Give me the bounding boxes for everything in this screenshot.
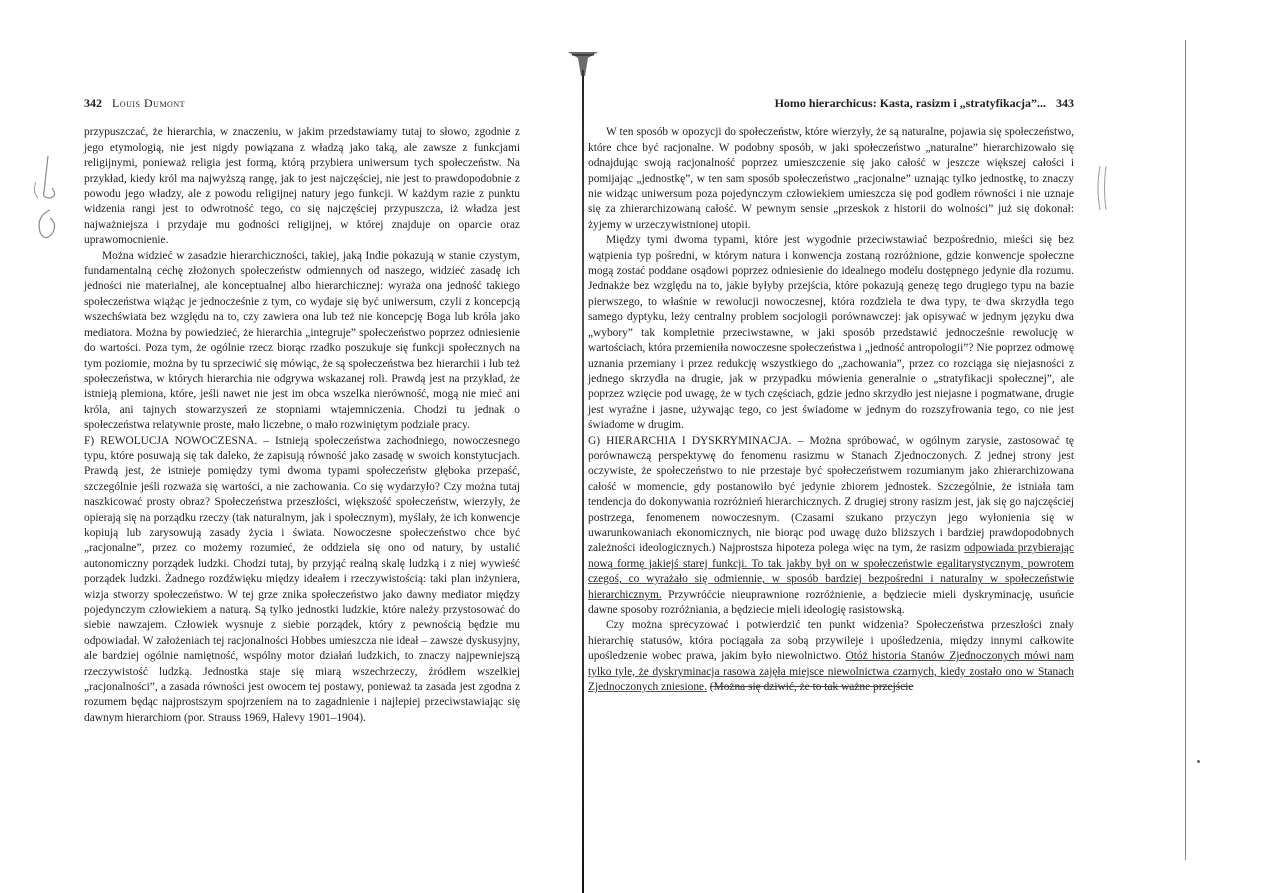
left-paragraph-3: F) REWOLUCJA NOWOCZESNA. – Istnieją społeczeństwa zachodniego, nowoczesnego typu, które posuwają się tak daleko, że zapisują równość jako zasadę w swoich konstytucjach. Prawdą jest, że istnieje pomiędzy tymi dwoma typami społeczeństw głęboka przepaść, szczególnie jeśli rozważa się wartości, a nie zachowania. Co się wydarzyło? Czy można tutaj naszkicować prosty obraz? Społeczeństwa przeszłości, większość społeczeństw, wierzyły, że opierają się na porządku rzeczy (tak naturalnym, jak i społecznym), myślały, że ich konwencje kopiują lub zarysowują zasady życia i świata. Nowoczesne społeczeństwo chce być „racjonalne”, przez co możemy rozumieć, że oddziela się ono od natury, by ustalić autonomiczny porządek ludzki. Chodzi tutaj, by przyjąć realną skalę ludzką i z niej wywieść porządek ludzki. Żadnego rozdźwięku między ideałem i rzeczywistością: taki plan inżyniera, wizja stworzy społeczeństwo. W tej grze znika społeczeństwo jako dawny mediator między pojedynczym człowiekiem a naturą. Są tylko jednostki ludzkie, które należy przystosować do siebie nawzajem. Człowiek wysnuje z siebie porządek, który z pewnością będzie mu odpowiadał. W założeniach tej racjonalności Hobbes umieszcza nie ideał – zawsze dyskusyjny, ale bardziej ogólnie namiętność, wspólny motor działań ludzkich, to znaczy najpewniejszą rzeczywistość ludzką. Jednostka staje się miarą wszechrzeczy, źródłem wszelkiej „racjonalności”, a zasada równości jest owocem tej postawy, ponieważ ta zasada jest zgodna z rozumem będąc najprostszym spojrzeniem na to zagadnienie i najlepiej przeciwstawiając się dawnym hierarchiom (por. Strauss 1969, Halevy 1901–1904). — [84, 434, 520, 724]
right-running-head: Homo hierarchicus: Kasta, rasizm i „stratyfikacja”... — [774, 96, 1046, 110]
right-page — [588, 96, 1074, 695]
left-paragraph-2: Można widzieć w zasadzie hierarchiczności, takiej, jaką Indie pokazują w stanie czystym, fundamentalną cechę złożonych społeczeństw odmiennych od naszego, widzieć zasadę ich jedności nie materialnej, ale konceptualnej albo hierarchicznej: wyraża ona jedność takiego społeczeństwa wiążąc je jednocześnie z tym, co wydaje się być uniwersum, czyli z koncepcją wszechświata bez względu na to, czy zawiera ona lub też nie koncepcję Boga lub króla jako mediatora. Można by powiedzieć, że hierarchia „integruje” społeczeństwo poprzez odniesienie do wartości. Poza tym, że ogólnie rzecz biorąc rzadko poszukuje się funkcji społecznych na tym poziomie, można by tu sprzeciwić się mówiąc, że są społeczeństwa bez hierarchii i lub też społeczeństwa, w których hierarchia nie odgrywa wskazanej roli. Prawdą jest na przykład, że istnieją plemiona, które, jeśli nawet nie jest im obca wszelka nierówność, mogą nie mieć ani króla, ani tajnych stowarzyszeń ze stopniami wtajemniczenia. Chodzi tu jednak o społeczeństwa relatywnie proste, mało liczebne, o mało rozwiniętym podziale pracy. — [84, 249, 520, 432]
underlined-history: Otóż historia Stanów Zjednoczonych mówi nam tylko tyle, że dyskryminacja rasowa zajęła miejsce niewolnictwa czarnych, kiedy zostało ono w Stanach Zjednoczonych zniesione. — [588, 650, 1074, 694]
right-page-header — [588, 96, 1074, 111]
hypothesis-tail: Przywróćcie nieuprawnione rozróżnienie, a będziecie mieli dyskryminację, usuńcie dawne sposoby rozróżniania, a będziecie mieli ideologię rasistowską. — [588, 588, 1074, 616]
left-page-header — [84, 96, 520, 111]
left-paragraph-1: przypuszczać, że hierarchia, w znaczeniu, w jakim przedstawiamy tutaj to słowo, zgodnie z jego etymologią, nie jest nigdy powiązana z władzą jako taką, ale zawsze z funkcjami religijnymi, ponieważ religia jest formą, którą przybiera uniwersum tych społeczeństw. Na przykład, kiedy król ma najwyższą rangę, jak to jest najczęściej, nie jest to prawdopodobnie z powodu jego władzy, ale z powodu religijnej natury jego funkcji. W każdym razie z punktu widzenia rangi jest to odwrotność tego, co się najczęściej przypuszcza, iż władza jest najważniejsza i przydaje mu godności religijnej, w której znajduje on oparcie oraz uprawomocnienie. — [84, 126, 520, 247]
right-paragraph-4 — [588, 618, 1074, 695]
right-paragraph-1: W ten sposób w opozycji do społeczeństw, które wierzyły, że są naturalne, pojawia się społeczeństwo, które chce być racjonalne. W podobny sposób, w jaki społeczeństwo „naturalne” hierarchizowało się odnajdując swoją racjonalność poprzez umieszczenie się jako całość w jeszcze większej całości i pomijając „jednostkę”, w ten sam sposób społeczeństwo „racjonalne” uznając tylko jednostkę, to znaczy nie widząc uniwersum poza pojedynczym człowiekiem umieszcza się pod godłem równości i nie uznaje się za zhierarchizowaną całość. W pewnym sensie „przeskok z historii do wolności” już się dokonał: żyjemy w urzeczywistnionej utopii. — [588, 126, 1074, 231]
handwritten-bracket-mark — [1094, 164, 1114, 212]
right-paragraph-2: Między tymi dwoma typami, które jest wygodnie przeciwstawiać bezpośrednio, mieści się bez wątpienia typ pośredni, w którym natura i konwencja zostaną rozróżnione, gdzie konwencje społeczne mogą zostać poddane osądowi poprzez odniesienie do idealnego modelu dostępnego jedynie dla rozumu. Jednakże bez względu na to, jakie byłyby przejścia, które pokazują genezę tego drugiego typu na bazie pierwszego, to właśnie w rewolucji nowoczesnej, która rozdziela te dwa typy, te dwa skrzydła tego samego dyptyku, leży centralny problem socjologii porównawczej: jak opisywać w jednym języku dwa „wybory” tak kompletnie przeciwstawne, w jaki sposób przedstawić jednocześnie rewolucję w wartościach, która przemieniła nowoczesne społeczeństwa i „jedność antropologii”? Nie poprzez odmowę uznania przemiany i przez redukcję wszystkiego do „zachowania”, przez co rozciąga się niejasności z jednego skrzydła na drugie, jak w przypadku mówienia generalnie o „stratyfikacji społecznej”, ale poprzez wzięcie pod uwagę, że w tych częściach, gdzie jedno skrzydło jest niejasne i pogmatwane, drugie jest wyraźne i jasne, używając tego, co jest świadome w jednym do rozszyfrowania tego, co nie jest świadome w drugim. — [588, 234, 1074, 432]
left-running-head: Louis Dumont — [112, 96, 185, 110]
right-paragraph-3-body: G) HIERARCHIA I DYSKRYMINACJA. – Można spróbować, w ogólnym zarysie, zastosować tę porównawczą perspektywę do fenomenu rasizmu w Stanach Zjednoczonych. Z jednej strony jest oczywiste, że społeczeństwo to nie przestaje być społeczeństwem rozumianym jako zhierarchizowana całość w momencie, gdy postanowiło być jedynie zbiorem jednostek. Szczególnie, że istniała tam tendencja do dokonywania rozróżnień hierarchicznych. Z drugiej strony rasizm jest, jak się go najczęściej postrzega, fenomenem nowoczesnym. (Czasami szukano przyczyn jego wyłonienia się w uwarunkowaniach ekonomicznych, nie biorąc pod uwagę dużo bliższych i bardziej prawdopodobnych zależności ideologicznych.) Najprostsza hipoteza polega więc na tym, że rasizm — [588, 434, 1074, 555]
scan-speck — [1197, 760, 1200, 763]
left-page-number: 342 — [84, 96, 102, 110]
right-paragraph-3 — [588, 434, 1074, 619]
page-edge-line — [1185, 40, 1186, 860]
binding-clip-mark — [566, 48, 600, 78]
left-page — [84, 96, 520, 726]
handwritten-margin-note — [28, 152, 66, 244]
right-page-number: 343 — [1056, 96, 1074, 110]
underlined-hypothesis: odpowiada przybierając nową formę jakiejś starej funkcji. To tak jakby był on w społeczeństwie egalitarystycznym, powrotem czegoś, co wyrażało się odmiennie, w sposób bardziej bezpośredni i naturalny w społeczeństwie hierarchicznym. — [588, 542, 1075, 601]
right-paragraph-4-body: Czy można sprecyzować i potwierdzić ten punkt widzenia? Społeczeństwa przeszłości znały hierarchię statusów, która pociągała za sobą przywileje i upośledzenia, między innymi całkowite upośledzenie wobec prawa, jakim było niewolnictwo. — [588, 619, 1074, 663]
final-fragment: (Można się dziwić, że to tak ważne przejście — [709, 681, 914, 694]
book-gutter-shadow — [582, 70, 584, 893]
